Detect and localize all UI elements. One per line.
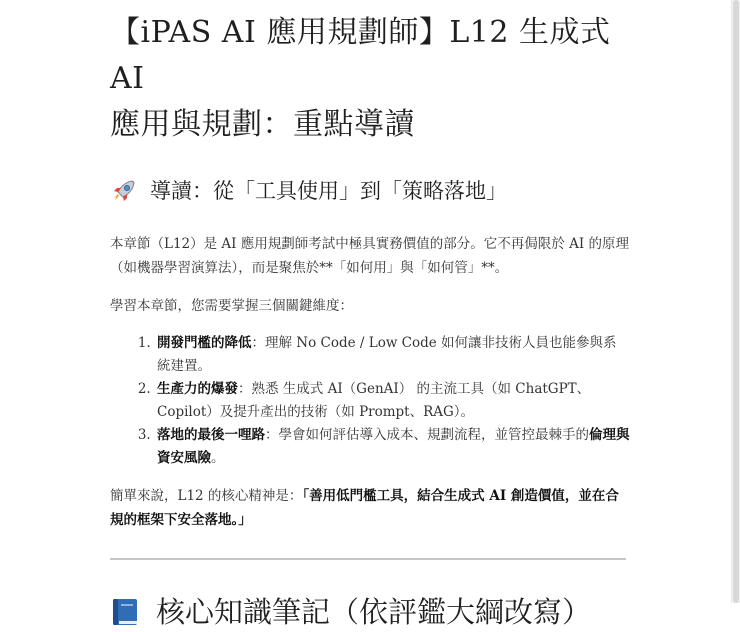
list-item-bold: 開發門檻的降低 — [157, 335, 252, 351]
page-title-line2: 應用與規劃：重點導讀 — [110, 107, 415, 142]
scrollbar[interactable] — [731, 0, 740, 603]
blue-book-icon — [110, 597, 140, 627]
document-page — [110, 10, 630, 632]
list-item-bold: 生產力的爆發 — [157, 381, 238, 397]
list-item — [155, 332, 630, 378]
section-divider — [110, 558, 626, 560]
list-item-text: ：熟悉 生成式 AI（GenAI） 的主流工具（如 ChatGPT、Copilot）及提升產出的技術（如 Prompt、RAG）。 — [157, 381, 591, 420]
list-item-bold-risk: 倫理與資安風險 — [157, 427, 630, 466]
rocket-icon — [110, 177, 138, 205]
summary-bold: 「善用低門檻工具，結合生成式 AI 創造價值，並在合規的框架下安全落地。」 — [110, 488, 619, 528]
page-title-line1: 【iPAS AI 應用規劃師】L12 生成式 AI — [110, 15, 611, 96]
list-item-text: ：學會如何評估導入成本、規劃流程，並管控最棘手的 — [265, 427, 589, 443]
guide-heading — [110, 176, 630, 206]
intro-paragraph: 本章節（L12）是 AI 應用規劃師考試中極具實務價值的部分。它不再侷限於 AI 的原理（如機器學習演算法），而是聚焦於**「如何用」與「如何管」**。 — [110, 236, 629, 276]
list-item — [155, 424, 630, 470]
summary-paragraph — [110, 484, 630, 532]
key-dimensions-list — [110, 332, 630, 470]
summary-prefix: 簡單來說，L12 的核心精神是： — [110, 488, 303, 504]
list-item-bold: 落地的最後一哩路 — [157, 427, 265, 443]
list-item — [155, 378, 630, 424]
guide-heading-text: 導讀：從「工具使用」到「策略落地」 — [150, 179, 507, 203]
notes-heading — [110, 592, 630, 632]
learn-intro: 學習本章節，您需要掌握三個關鍵維度： — [110, 298, 353, 314]
page-title — [110, 10, 630, 148]
scrollbar-thumb[interactable] — [733, 0, 739, 603]
list-item-tail: 。 — [211, 450, 225, 466]
notes-heading-text: 核心知識筆記（依評鑑大綱改寫） — [156, 595, 592, 629]
list-item-text: ：理解 No Code / Low Code 如何讓非技術人員也能參與系統建置。 — [157, 335, 617, 374]
